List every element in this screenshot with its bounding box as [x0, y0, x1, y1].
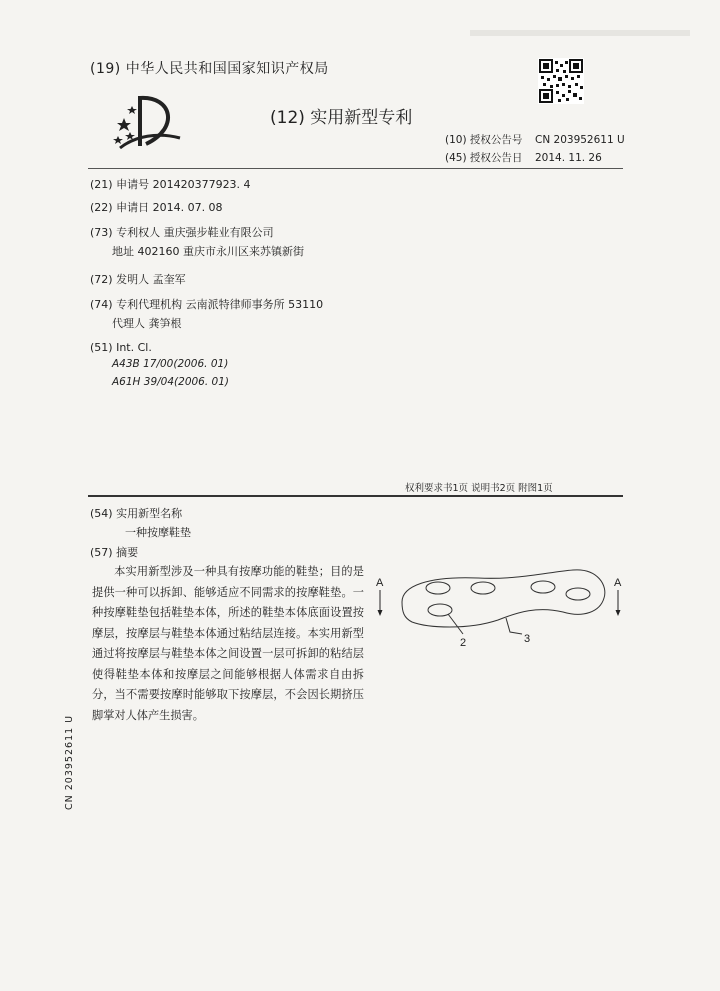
patent-agency [90, 296, 323, 312]
application-number-value: 201420377923. 4 [152, 178, 251, 191]
patent-agent-value: 龚笋根 [148, 317, 182, 330]
qr-code-icon [538, 58, 584, 104]
ipc-code: A61H 39/04(2006. 01) [112, 376, 229, 388]
utility-model-title: 一种按摩鞋垫 [125, 526, 191, 539]
section-divider [88, 495, 623, 497]
page-count-note: 权利要求书1页 说明书2页 附图1页 [405, 483, 553, 494]
patent-agent [112, 315, 182, 331]
publication-number-value: CN 203952611 U [535, 134, 625, 146]
application-number [90, 176, 251, 192]
address-label: 地址 [112, 245, 134, 258]
patentee-value: 重庆强步鞋业有限公司 [163, 226, 274, 239]
inventor [90, 271, 186, 287]
header-divider [88, 168, 623, 169]
cnipa-logo-icon [110, 88, 190, 158]
title-section-label: (54) 实用新型名称 [90, 507, 183, 520]
inventor-label: (72) 发明人 [90, 273, 150, 286]
abstract-label: (57) 摘要 [90, 546, 139, 559]
publication-date-value: 2014. 11. 26 [535, 152, 602, 164]
bleed-through-band [470, 30, 690, 36]
application-number-label: (21) 申请号 [90, 178, 150, 191]
patent-agency-label: (74) 专利代理机构 [90, 298, 183, 311]
publication-number-label: (10) 授权公告号 [445, 134, 523, 146]
reference-numeral-3: 3 [524, 633, 531, 645]
abstract-text-block [92, 562, 364, 726]
issuing-office: (19) 中华人民共和国国家知识产权局 [90, 61, 329, 77]
filing-date-label: (22) 申请日 [90, 201, 150, 214]
patent-agent-label: 代理人 [112, 317, 145, 330]
ipc-heading: (51) Int. Cl. [90, 341, 152, 354]
abstract-text: 本实用新型涉及一种具有按摩功能的鞋垫；目的是提供一种可以拆卸、能够适应不同需求的按摩鞋垫。一种按摩鞋垫包括鞋垫本体，所述的鞋垫本体底面设置按摩层，按摩层与鞋垫本体通过粘结层连接。本实用新型通过将按摩层与鞋垫本体之间设置一层可拆卸的粘结层使得鞋垫本体和按摩层之间能够根据人体需求自由拆分，当不需要按摩时能够取下按摩层，不会因长期挤压脚掌对人体产生损害。 [92, 565, 364, 722]
filing-date-value: 2014. 07. 08 [152, 201, 223, 214]
reference-numeral-2: 2 [460, 637, 467, 649]
patentee [90, 224, 274, 240]
patent-agency-value: 云南派特律师事务所 53110 [185, 298, 324, 311]
section-marker-right: A [614, 577, 622, 589]
ipc-code: A43B 17/00(2006. 01) [112, 358, 229, 370]
vertical-patent-code: CN 203952611 U [64, 714, 75, 810]
insole-drawing [368, 568, 634, 652]
document-type-title: (12) 实用新型专利 [270, 108, 413, 128]
patentee-label: (73) 专利权人 [90, 226, 161, 239]
address [112, 243, 304, 259]
filing-date [90, 199, 223, 215]
section-marker-left: A [376, 577, 384, 589]
publication-date-label: (45) 授权公告日 [445, 152, 523, 164]
inventor-value: 孟奎军 [152, 273, 186, 286]
publication-date [445, 150, 602, 165]
publication-number [445, 132, 625, 147]
address-value: 402160 重庆市永川区来苏镇新街 [137, 245, 304, 258]
